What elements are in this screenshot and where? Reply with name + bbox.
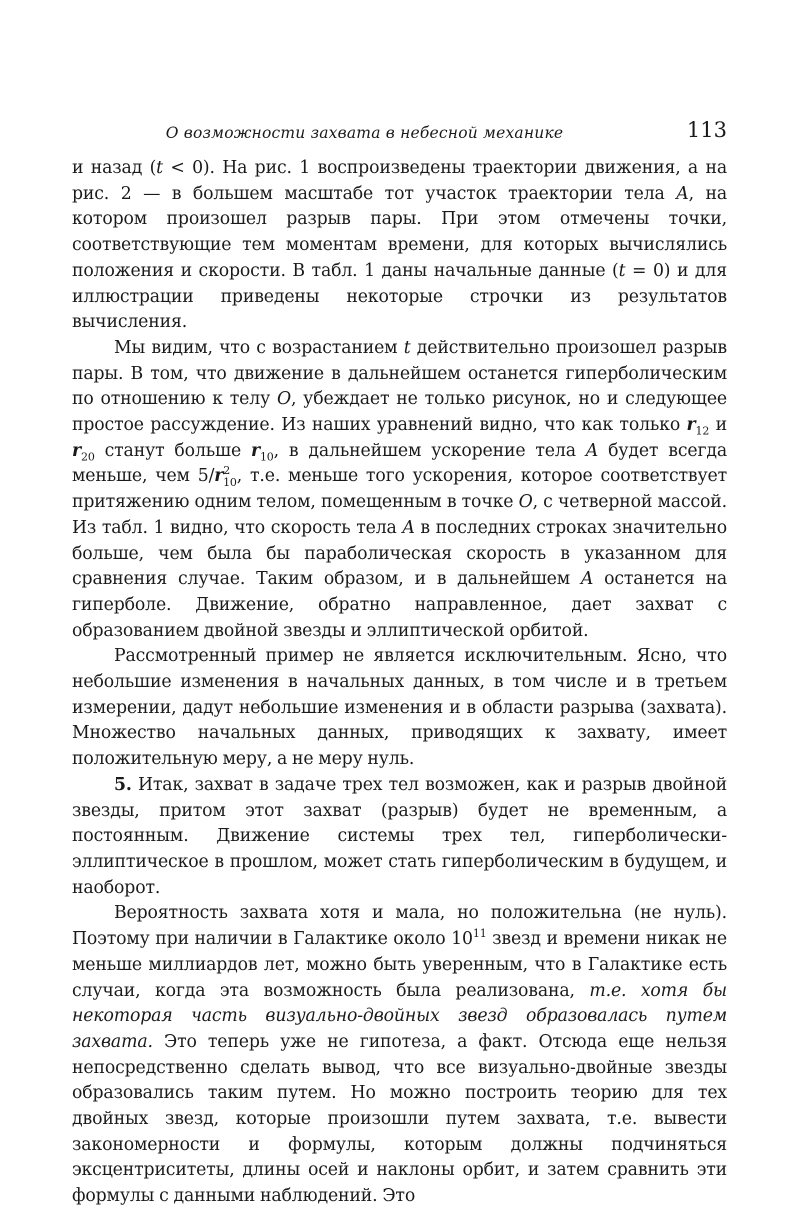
paragraph-3: Рассмотренный пример не является исключительным. Ясно, что небольшие изменения в начальных данных, в том числе и в третьем измерении, дадут небольшие изменения и в области разрыва (захвата). Множество начальных данных, приводящих к захвату, имеет положительную меру, а не меру нуль. xyxy=(72,646,727,770)
text-run: звезд и времени никак не меньше миллиардов лет, можно быть уверенным, что в Галактике есть случаи, когда эта возможность была реализована, xyxy=(72,929,727,1001)
section-number: 5. xyxy=(114,774,132,795)
text-run: Мы видим, что с возрастанием xyxy=(114,337,404,358)
text-run: и назад ( xyxy=(72,158,157,178)
paragraph-1 xyxy=(72,156,727,336)
text-run: и xyxy=(709,415,727,436)
math-vector: r xyxy=(214,466,224,487)
math-subscript: 10 xyxy=(223,475,237,489)
text-run: станут больше xyxy=(94,440,251,461)
text-run: , в дальнейшем ускорение тела xyxy=(273,440,586,461)
math-subscript: 20 xyxy=(80,450,95,464)
text-run: будет всегда меньше, чем 5/ xyxy=(72,440,727,487)
math-subscript: 10 xyxy=(259,450,274,464)
math-var: A xyxy=(676,183,689,204)
text-run: останется на гиперболе. Движение, обратно направленное, дает захват с образованием двойной звезды и эллиптической орбитой. xyxy=(72,569,727,641)
text-run: , на котором произошел разрыв пары. При этом отмечены точки, соответствующие тем моментам времени, для которых вычислялись положения и скорости. В табл. 1 даны начальные данные ( xyxy=(72,183,727,281)
math-var: t xyxy=(618,260,626,281)
text-run: , убеждает не только рисунок, но и следующее простое рассуждение. Из наших уравнений видно, что как только xyxy=(72,389,727,436)
math-superscript: 11 xyxy=(472,927,487,941)
paragraph-4 xyxy=(72,773,727,902)
text-run: , с четверной массой. Из табл. 1 видно, что скорость тела xyxy=(72,492,727,538)
math-var: O xyxy=(518,492,533,513)
emphasized-text: т.е. хотя бы некоторая часть визуально-двойных звезд образовалась путем захвата. xyxy=(72,980,727,1052)
math-vector: r xyxy=(250,440,260,461)
math-vector: r xyxy=(72,440,81,461)
math-var: A xyxy=(402,517,415,538)
paragraph-2 xyxy=(72,336,727,644)
running-title: О возможности захвата в небесной механике xyxy=(165,124,564,142)
text-run: = 0) и для иллюстрации приведены некоторые строчки из результатов вычисления. xyxy=(72,260,728,333)
text-run: действительно произошел разрыв пары. В том, что движение в дальнейшем останется гиперболическим по отношению к телу xyxy=(72,337,727,410)
math-var: A xyxy=(580,569,594,590)
text-run: , т.е. меньше того ускорения, которое соответствует притяжению одним телом, помещенным в точке xyxy=(72,466,727,513)
book-page xyxy=(72,118,727,1210)
page-number: 113 xyxy=(686,118,727,142)
body-text xyxy=(72,156,727,1210)
math-vector: r xyxy=(686,415,696,436)
text-run: Вероятность захвата хотя и мала, но положительна (не нуль). Поэтому при наличии в Галактике около 10 xyxy=(72,903,727,950)
paragraph-5 xyxy=(72,901,727,1209)
text-run: Итак, захват в задаче трех тел возможен, как и разрыв двойной звезды, притом этот захват (разрыв) будет не временным, а постоянным. Движение системы трех тел, гиперболически-эллиптическое в прошлом, может стать гиперболическим в будущем, и наоборот. xyxy=(72,774,727,898)
math-var: O xyxy=(276,389,291,410)
math-var: A xyxy=(585,440,599,461)
text-run: Это теперь уже не гипотеза, а факт. Отсюда еще нельзя непосредственно сделать вывод, что все визуально-двойные звезды образовались таким путем. Но можно построить теорию для тех двойных звезд, которые произошли путем захвата, т.е. вывести закономерности и формулы, которым должны подчиняться эксцентриситеты, длины осей и наклоны орбит, и затем сравнить эти формулы с данными наблюдений. Это xyxy=(72,1031,727,1207)
math-var: t xyxy=(403,337,411,358)
text-run: в последних строках значительно больше, чем была бы параболическая скорость в указанном для сравнения случае. Таким образом, и в дальнейшем xyxy=(72,517,727,590)
math-subscript: 12 xyxy=(695,424,710,438)
running-header xyxy=(72,118,727,148)
text-run: < 0). На рис. 1 воспроизведены траектории движения, а на рис. 2 — в большем масштабе тот участок траектории тела xyxy=(72,158,727,204)
math-var: t xyxy=(156,158,163,178)
math-superscript: 2 xyxy=(223,464,231,478)
